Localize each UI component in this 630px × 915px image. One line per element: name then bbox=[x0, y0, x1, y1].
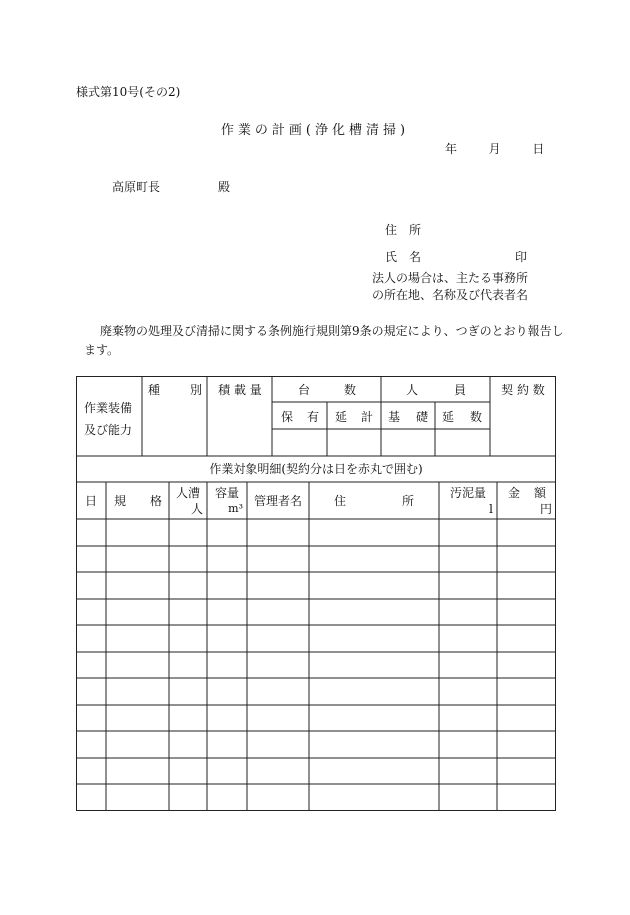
sub-total1-b: 計 bbox=[360, 410, 373, 424]
date-day: 日 bbox=[532, 142, 545, 156]
seal-mark: 印 bbox=[515, 250, 528, 264]
form-number: 様式第10号(その2) bbox=[76, 85, 181, 99]
sub-total2-header bbox=[442, 411, 482, 423]
col-capacity-line1: 容量 bbox=[214, 486, 239, 500]
col-sludge-unit: l bbox=[489, 502, 493, 516]
col-spec-a: 規 bbox=[114, 494, 127, 508]
date-year: 年 bbox=[445, 142, 458, 156]
col-tank-line2: 人 bbox=[190, 502, 203, 516]
col-amount-header bbox=[508, 487, 546, 499]
date-month: 月 bbox=[488, 142, 501, 156]
col-spec-header bbox=[114, 495, 162, 507]
sub-owned-b: 有 bbox=[306, 410, 319, 424]
col-contract-header: 契 約 数 bbox=[501, 383, 545, 397]
col-type-a: 種 bbox=[148, 383, 161, 397]
corp-note-line1: 法人の場合は、主たる事務所 bbox=[372, 271, 529, 285]
col-day-header: 日 bbox=[84, 494, 97, 508]
col-amount-a: 金 bbox=[508, 486, 521, 500]
col-units-b: 数 bbox=[343, 383, 356, 397]
sub-owned-header bbox=[281, 411, 319, 423]
sub-basic-b: 礎 bbox=[415, 410, 428, 424]
equipment-label-line1: 作業装備 bbox=[84, 401, 133, 415]
col-manager-header: 管理者名 bbox=[253, 494, 302, 508]
sub-owned-a: 保 bbox=[281, 410, 294, 424]
equipment-label-line2: 及び能力 bbox=[84, 423, 133, 437]
body-text-line1: 廃棄物の処理及び清掃に関する条例施行規則第9条の規定により、つぎのとおり報告し bbox=[100, 324, 564, 338]
detail-caption: 作業対象明細(契約分は日を赤丸で囲む) bbox=[209, 462, 423, 476]
sub-total1-a: 延 bbox=[335, 410, 348, 424]
col-address-b: 所 bbox=[401, 494, 414, 508]
sub-total1-header bbox=[335, 411, 373, 423]
honorific: 殿 bbox=[218, 180, 231, 194]
sub-total2-b: 数 bbox=[469, 410, 482, 424]
sub-basic-header bbox=[388, 411, 428, 423]
col-spec-b: 格 bbox=[149, 494, 162, 508]
col-sludge-line1: 汚泥量 bbox=[449, 486, 486, 500]
corp-note-line2: の所在地、名称及び代表者名 bbox=[372, 288, 529, 302]
col-units-header bbox=[298, 384, 356, 396]
report-table bbox=[76, 376, 556, 811]
name-label: 氏 名 bbox=[385, 250, 422, 264]
document-title: 作業の計画(浄化槽清掃) bbox=[220, 123, 410, 138]
sub-total2-a: 延 bbox=[442, 410, 455, 424]
date-line bbox=[445, 143, 544, 155]
col-amount-unit: 円 bbox=[539, 502, 552, 516]
col-load-header: 積 載 量 bbox=[218, 383, 262, 397]
table-grid bbox=[76, 376, 556, 811]
col-staff-b: 員 bbox=[453, 383, 466, 397]
address-label: 住 所 bbox=[385, 223, 422, 237]
col-units-a: 台 bbox=[298, 383, 311, 397]
col-staff-a: 人 bbox=[406, 383, 419, 397]
col-address-header bbox=[334, 495, 414, 507]
col-address-a: 住 bbox=[334, 494, 347, 508]
col-tank-line1: 人漕 bbox=[175, 486, 200, 500]
col-staff-header bbox=[406, 384, 466, 396]
col-capacity-unit: m³ bbox=[228, 502, 243, 515]
addressee: 高原町長 bbox=[112, 180, 161, 194]
col-amount-b: 額 bbox=[533, 486, 546, 500]
col-type-b: 別 bbox=[189, 383, 202, 397]
col-type-header bbox=[148, 384, 202, 396]
body-text-line2: ます。 bbox=[84, 343, 120, 357]
sub-basic-a: 基 bbox=[388, 410, 401, 424]
